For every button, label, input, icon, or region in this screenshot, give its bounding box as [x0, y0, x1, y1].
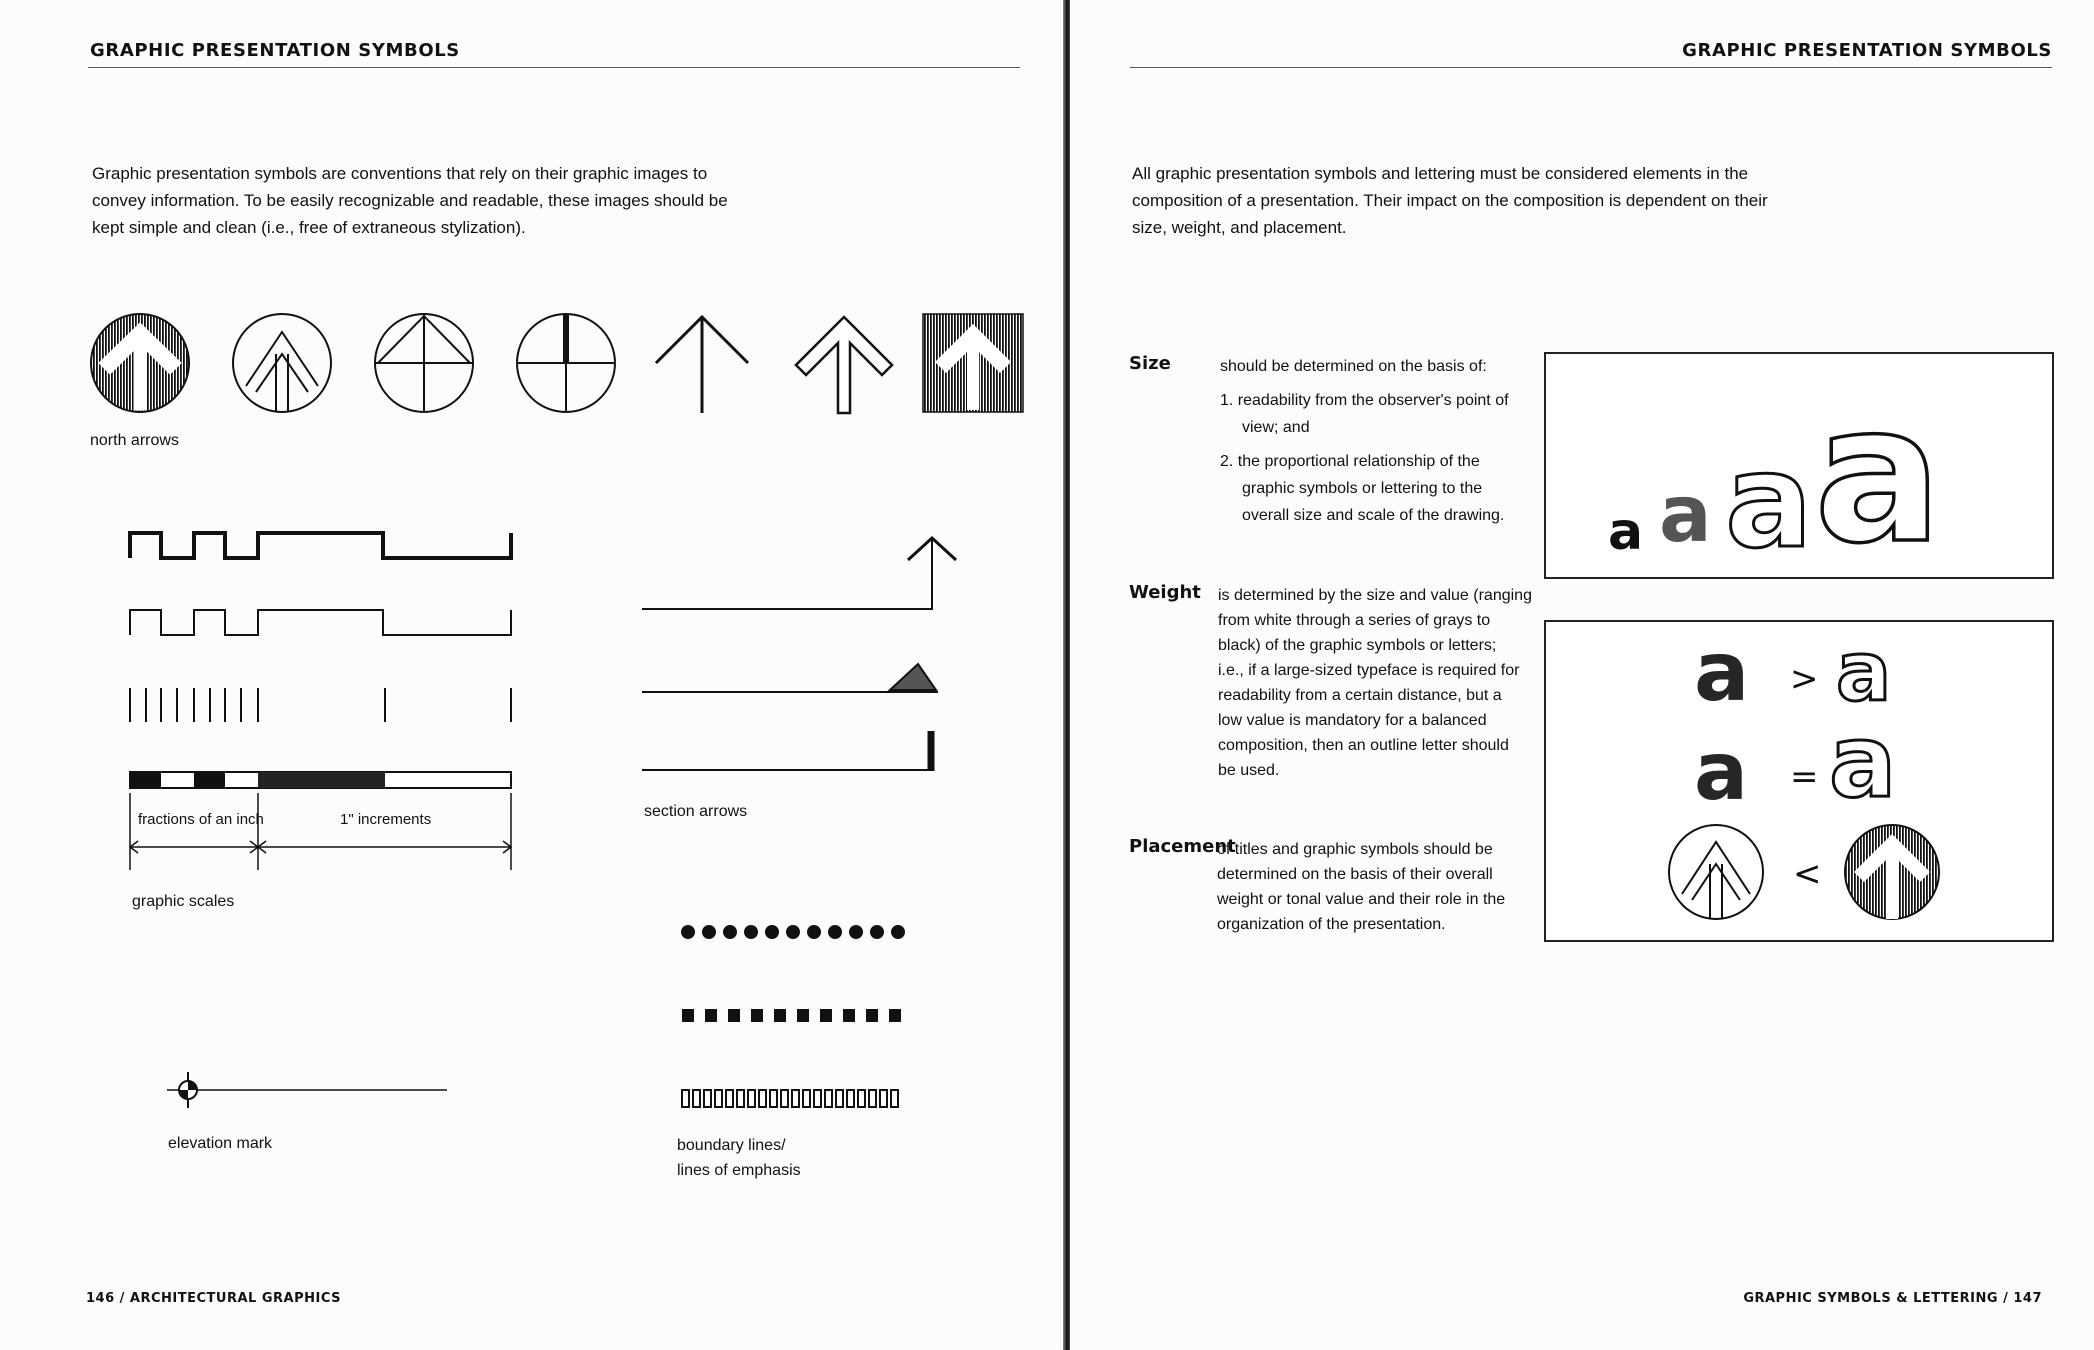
weight-line-5: readability from a certain distance, but a — [1218, 687, 1502, 704]
scale-bar-ticks — [130, 688, 511, 722]
weight-line-3: black) of the graphic symbols or letters; — [1218, 637, 1497, 654]
weight-line-2: from white through a series of grays to — [1218, 612, 1491, 629]
increments-label: 1" increments — [340, 811, 432, 828]
letter-small-solid: a — [1608, 502, 1644, 562]
right-page-heading: GRAPHIC PRESENTATION SYMBOLS — [1682, 40, 2052, 61]
scale-bar-thick-line — [130, 533, 511, 558]
right-intro-line-3: size, weight, and placement. — [1132, 218, 1347, 237]
weight-line-4: i.e., if a large-sized typeface is required for — [1218, 662, 1520, 679]
size-lead: should be determined on the basis of: — [1220, 358, 1487, 375]
right-intro-line-1: All graphic presentation symbols and lettering must be considered elements in the — [1132, 164, 1749, 183]
letter-dark-textured: a — [1694, 625, 1750, 720]
weight-line-8: be used. — [1218, 762, 1280, 779]
left-page-heading: GRAPHIC PRESENTATION SYMBOLS — [90, 40, 460, 61]
placement-hatched-north-arrow-icon — [1842, 822, 1942, 922]
right-intro-line-2: composition of a presentation. Their impact on the composition is dependent on their — [1132, 191, 1768, 210]
north-arrows-caption: north arrows — [90, 432, 179, 449]
boundary-line-dots — [681, 925, 905, 939]
boundary-caption-line-2: lines of emphasis — [677, 1162, 801, 1179]
size-item-2-line-2: graphic symbols or lettering to the — [1242, 480, 1483, 497]
letter-dark-solid: a — [1694, 725, 1748, 818]
greater-than-symbol: > — [1790, 659, 1819, 699]
left-heading-rule — [88, 67, 1020, 68]
placement-line-1: of titles and graphic symbols should be — [1217, 841, 1493, 858]
left-intro-line-2: convey information. To be easily recognizable and readable, these images should be — [92, 191, 728, 210]
right-heading-rule — [1130, 67, 2052, 68]
placement-outline-north-arrow-icon — [1666, 822, 1766, 922]
north-arrow-quartered-triangle-icon — [375, 314, 473, 412]
graphic-scales-caption: graphic scales — [132, 893, 235, 910]
size-term: Size — [1129, 353, 1171, 374]
right-page-footer: GRAPHIC SYMBOLS & LETTERING / 147 — [1743, 1291, 2042, 1306]
boundary-caption-line-1: boundary lines/ — [677, 1137, 786, 1154]
left-page-footer: 146 / ARCHITECTURAL GRAPHICS — [86, 1291, 341, 1306]
left-intro-line-1: Graphic presentation symbols are conventions that rely on their graphic images to — [92, 164, 708, 183]
elevation-mark-caption: elevation mark — [168, 1135, 273, 1152]
section-arrow-bar-icon — [642, 731, 932, 771]
less-than-symbol: < — [1793, 854, 1822, 894]
size-item-2-line-1: 2. the proportional relationship of the — [1220, 453, 1480, 470]
elevation-mark-icon — [165, 1070, 455, 1110]
letter-outline-compare-2: a — [1829, 703, 1897, 820]
weight-term: Weight — [1129, 582, 1201, 603]
weight-illustration-box — [1544, 620, 2054, 942]
left-intro-line-3: kept simple and clean (i.e., free of extraneous stylization). — [92, 218, 526, 237]
north-arrows-row — [90, 310, 1025, 420]
weight-line-1: is determined by the size and value (ranging — [1218, 587, 1532, 604]
section-arrow-open-icon — [642, 538, 956, 609]
scale-bar-filled — [130, 772, 511, 788]
boundary-line-squares — [682, 1009, 901, 1022]
north-arrow-hatched-circle-icon — [91, 314, 189, 412]
weight-line-7: composition, then an outline letter should — [1218, 737, 1509, 754]
north-arrow-quartered-bold-icon — [517, 314, 615, 412]
boundary-lines — [680, 920, 910, 1120]
placement-line-4: organization of the presentation. — [1217, 916, 1446, 933]
size-item-1-line-1: 1. readability from the observer's point of — [1220, 392, 1509, 409]
section-arrows — [640, 530, 940, 780]
scale-dimension-lines — [130, 793, 511, 870]
right-page — [1070, 0, 2094, 1350]
boundary-line-hollow-blocks — [682, 1090, 898, 1107]
letter-gray: a — [1659, 470, 1712, 560]
fractions-label: fractions of an inch — [138, 811, 264, 828]
north-arrow-line-icon — [656, 317, 748, 413]
north-arrow-hollow-icon — [796, 317, 892, 413]
size-item-1-line-2: view; and — [1242, 419, 1310, 436]
letter-outline-medium: a — [1725, 425, 1813, 577]
letter-outline-large: a — [1814, 364, 1943, 585]
size-item-2-line-3: overall size and scale of the drawing. — [1242, 507, 1505, 524]
north-arrow-outline-circle-icon — [233, 314, 331, 412]
placement-line-3: weight or tonal value and their role in the — [1217, 891, 1506, 908]
scale-bar-thin-line — [130, 610, 511, 635]
size-illustration-box — [1544, 352, 2054, 585]
north-arrow-hatched-square-icon — [923, 314, 1023, 412]
section-arrow-triangle-icon — [642, 664, 938, 692]
placement-term: Placement — [1129, 836, 1236, 857]
section-arrows-caption: section arrows — [644, 803, 748, 820]
placement-line-2: determined on the basis of their overall — [1217, 866, 1493, 883]
equal-symbol: = — [1790, 757, 1819, 797]
letter-outline-compare-1: a — [1836, 625, 1892, 720]
weight-line-6: low value is mandatory for a balanced — [1218, 712, 1487, 729]
